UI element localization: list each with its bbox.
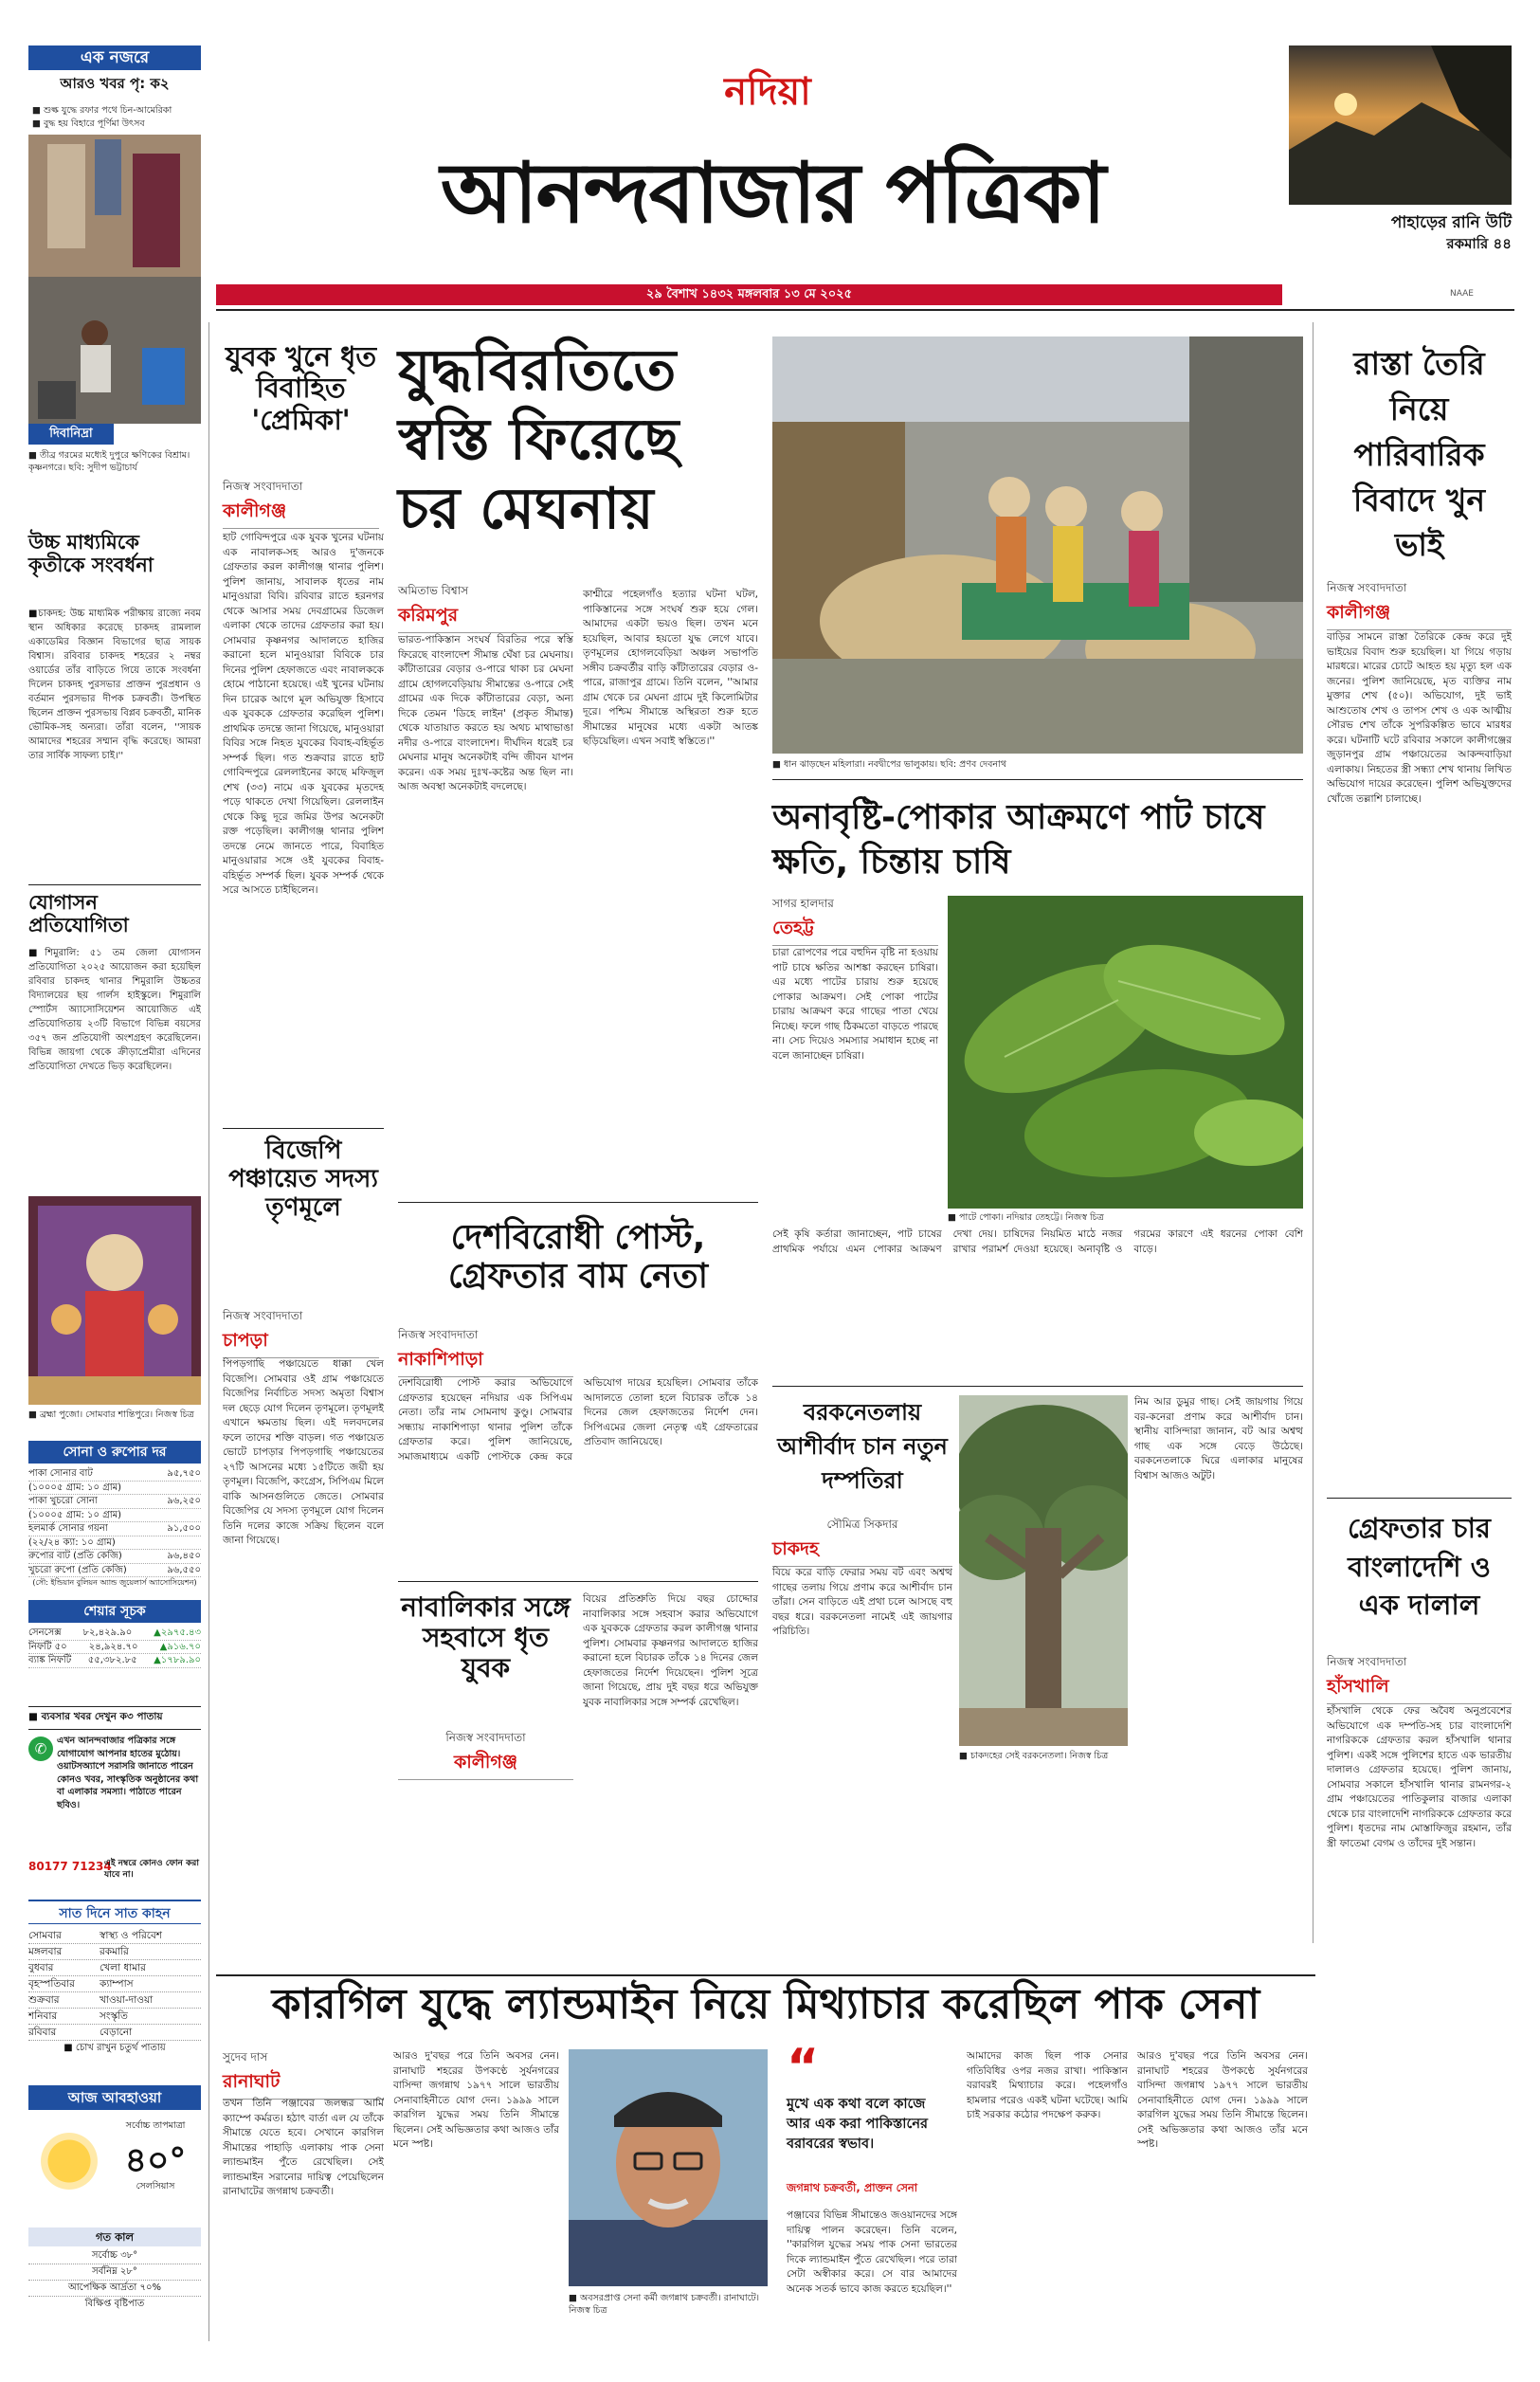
week-table [28,1928,201,2056]
s2-body: পিপড়গাছি পঞ্চায়েতে ধাক্কা খেল বিজেপি। সোমবার ওই গ্রাম পঞ্চায়েতে বিজেপির নির্বাচিত সদস্য অমৃতা বিশ্বাস দল ছেড়ে যোগ দিলেন তৃণমূলে। তৃণমূলই এখানে ক্ষমতায় ছিল। এই দলবদলের ফলে তাদের শক্তি বাড়ল। গত পঞ্চায়েত ভোটে চাপড়ার পিপড়গাছি পঞ্চায়েতের ২৭টি আসনের মধ্যে ১৫টিতে জয়ী হয় তৃণমূল। বিজেপি, কংগ্রেস, সিপিএম মিলে বাকি আসনগুলিতে জেতে। সোমবার বিজেপির যে সদস্য তৃণমূলে যোগ দিলেন তিনি দলের কাজে সক্রিয় ছিলেন বলে জানা গিয়েছে। [223,1358,384,1546]
week-row: মঙ্গলবার রকমারি [28,1944,201,1960]
lead-photo-caption: ■ ধান ঝাড়ছেন মহিলারা। নবদ্বীপের ভালুকায়। ছবি: প্রণব দেবনাথ [772,759,1006,770]
s8-byline: নিজস্ব সংবাদদাতা [1327,1655,1407,1668]
yoga-body: ■শিমুরালি: ৫১ তম জেলা যোগাসন প্রতিযোগিতা ২০২৫ আয়োজন করা হয়েছিল রবিবার চাকদহ থানার শিমুরালি উচ্চতর বিদ্যালয়ের ছয় গার্লস হাইস্কুলে। শিমুরালি স্পোর্টস অ্যাসোসিয়েশন আয়োজিত এই প্রতিযোগিতায় ২৩টি বিভাগে বিভিন্ন বয়সের ৩৫৭ জন প্রতিযোগী অংশগ্রহণ করেছিলেন। বিভিন্ন জায়গা থেকে ক্রীড়াপ্রেমীরা এদিনের প্রতিযোগিতা দেখতে ভিড় করেছিলেন। [28,948,201,1072]
business-pointer[interactable]: ■ ব্যবসার খবর দেখুন ক৩ পাতায় [28,1706,201,1730]
week-row: শুক্রবার খাওয়া-দাওয়া [28,1992,201,2009]
s3-divider [398,1581,758,1582]
s8-place: হাঁসখালি [1327,1673,1512,1704]
s9-body-col2: আরও দু'বছর পরে তিনি অবসর নেন। রানাঘাট শহরের উপকণ্ঠে সুর্যনগরের বাসিন্দা জগন্নাথ ১৯৭৭ সালে ভারতীয় সেনাবাহিনীতে যোগ দেন। ১৯৯৯ সালে কারগিল যুদ্ধের সময় তিনি সীমান্তে ছিলেন। সেই অভিজ্ঞতার কথা আজও তাঁর মনে স্পষ্ট। [393,2050,559,2150]
whatsapp-number[interactable]: 80177 71234 [28,1860,112,1873]
s4-headline[interactable]: নাবালিকার সঙ্গে সহবাসে ধৃত যুবক [401,1591,571,1684]
lead-place: করিমপুর [398,602,573,633]
dateline: ২৯ বৈশাখ ১৪৩২ মঙ্গলবার ১৩ মে ২০২৫ [645,287,853,301]
hs-headline[interactable]: উচ্চ মাধ্যমিকে কৃতীকে সংবর্ধনা [28,531,154,577]
s1-divider [223,1128,384,1129]
s2-headline[interactable]: বিজেপি পঞ্চায়েত সদস্য তৃণমূলে [228,1136,378,1222]
s4-place: কালীগঞ্জ [398,1749,573,1780]
whatsapp-note: এই নম্বরে কোনও ফোন করা যাবে না। [104,1859,199,1880]
glance-subtitle[interactable]: আরও খবর পৃ: ক২ [60,75,170,92]
hs-body: ■চাকদহ: উচ্চ মাধ্যমিক পরীক্ষায় রাজ্যে নবম স্থান অধিকার করেছে চাকদহ রামলাল একাডেমির বিজ্ঞান বিভাগের ছাত্র সায়ক বিশ্বাস। রবিবার চাকদহ শহরের ২ নম্বর ওয়ার্ডের তাঁর বাড়িতে গিয়ে তাকে সংবর্ধনা দিলেন চাকদহ পুরসভার প্রাক্তন পুরপ্রধান ও বর্তমান পুরসভার দীপক চক্রবর্তী। উপস্থিত ছিলেন প্রাক্তন পুরসভায় বিপ্লব চক্রবর্তী, মানিক ভৌমিক-সহ অন্যরা। তাঁরা বলেন, ''সায়ক আমাদের শহরের সম্মান বৃদ্ধি করেছে। আমরা তার সার্বিক সাফল্য চাই।'' [28,609,201,761]
gold-note: (সৌ: ইন্ডিয়ান বুলিয়ন অ্যান্ড জুয়েলার্স অ্যাসোসিয়েশন) [32,1578,197,1587]
s6-headline[interactable]: বরকনেতলায় আশীর্বাদ চান নতুন দম্পতিরা [777,1399,948,1494]
week-note: ■ চোখ রাখুন চতুর্থ পাতায় [63,2043,166,2053]
s5-place: তেহট্ট [772,915,938,946]
s9-body-col5: আরও দু'বছর পরে তিনি অবসর নেন। রানাঘাট শহরের উপকণ্ঠে সুর্যনগরের বাসিন্দা জগন্নাথ ১৯৭৭ সালে ভারতীয় সেনাবাহিনীতে যোগ দেন। ১৯৯৯ সালে কারগিল যুদ্ধের সময় তিনি সীমান্তে ছিলেন। সেই অভিজ্ঞতার কথা আজও তাঁর মনে স্পষ্ট। [1137,2050,1308,2150]
s6-place: চাকদহ [772,1536,952,1567]
gold-title: সোনা ও রুপোর দর [28,1441,201,1464]
yoga-headline[interactable]: যোগাসন প্রতিযোগিতা [28,891,129,937]
s2-byline: নিজস্ব সংবাদদাতা [223,1309,303,1322]
s3-headline[interactable]: দেশবিরোধী পোস্ট, গ্রেফতার বাম নেতা [447,1218,709,1297]
newspaper-name[interactable]: আনন্দবাজার পত্রিকা [440,143,1105,242]
lead-body-col1: ভারত-পাকিস্তান সংঘর্ষ বিরতির পরে স্বস্তি ফিরেছে বাংলাদেশ সীমান্ত ঘেঁষা চর মেঘনায়। কাঁটাতারের বেড়ার ও-পারে থাকা চর মেঘনা গ্রামে হোগলবেড়িয়ায় সীমান্তের ও-পারে সেই গ্রামের এক দিকে কাঁটাতারের বেড়া, অন্য দিকে তেমন 'ডিহে লাইন' (প্রকৃত সীমান্ত) থেকে যাতায়াত করতে হয় অথচ মাথাভাঙা নদীর ও-পারে বাংলাদেশ। দীর্ঘদিন ধরেই চর মেঘনার মানুষ অনেকটাই বন্দি জীবন যাপন করেন। এক সময় দুঃখ-কষ্টের অন্ত ছিল না। আজ অবস্থা অনেকটাই বদলেছে। [398,634,573,792]
week-row: শনিবার সংস্কৃতি [28,2009,201,2025]
share-row: ব্যাঙ্ক নিফটি ৫৫,৩৮২.৮৫ ▲১৭৮৯.৯০ [28,1654,201,1668]
yesterday-list [28,2248,201,2312]
divan-tag: দিবানিদ্রা [28,424,114,445]
share-title: শেয়ার সূচক [28,1600,201,1623]
right-column-rule [1313,322,1314,1943]
photo-rule [772,779,1303,780]
pull-quote-attribution: জগন্নাথ চক্রবর্তী, প্রাক্তন সেনা [787,2181,918,2194]
s7-place: কালীগঞ্জ [1327,599,1512,630]
week-row: বুধবার খেলা ধামার [28,1960,201,1976]
teaser-photo[interactable] [1289,45,1512,205]
whatsapp-icon: ✆ [28,1736,53,1761]
bottom-top-rule [216,1974,1315,1976]
weather-box [28,2114,201,2223]
gold-row: (২২/২৪ ক্যা: ১০ গ্রাম) [28,1536,201,1551]
divan-caption: ■ তীব্র গরমের মধ্যেই দুপুরে ক্ষণিকের বিশ্রাম। কৃষ্ণনগরে। ছবি: সুদীপ ভট্টাচার্য [28,450,190,473]
puja-photo [28,1196,201,1405]
tree-photo-caption: ■ চাকদহের সেই বরকনেতলা। নিজস্ব চিত্র [959,1751,1109,1761]
gold-row: (১০০০৫ গ্রাম: ১০ গ্রাম) [28,1482,201,1496]
yesterday-title: গত কাল [28,2227,201,2246]
s9-body-col1: তখন তিনি পঞ্জাবের জলন্ধর আর্মি ক্যাম্পে কর্মরত। হঠাৎ বার্তা এল যে তাঁকে সীমান্তে যেতে হবে। সেখানে কারগিল সীমান্তের পাহাড়ি এলাকায় পাক সেনা ল্যান্ডমাইন পুঁতে রেখেছিল। সেই ল্যান্ডমাইন সরানোর দায়িত্ব পেয়েছিলেন রানাঘাটের জগন্নাথ চক্রবর্তী। [223,2098,384,2197]
s4-byline: নিজস্ব সংবাদদাতা [445,1731,526,1744]
gold-row: খুচরো রুপো (প্রতি কেজি) ৯৬,৫৫০ [28,1564,201,1578]
masthead-rule [216,309,1514,311]
gold-row: পাকা খুচরো সোনা ৯৬,২৫০ [28,1495,201,1509]
glance-item-2: ■ বুদ্ধ হয় বিহারে পূর্ণিমা উৎসব [32,118,145,129]
gold-row: হলমার্ক সোনার গয়না ৯১,৫০০ [28,1522,201,1536]
yesterday-row: আপেক্ষিক আর্দ্রতা ৭০% [28,2281,201,2297]
left-divider-1 [28,884,201,885]
share-table [28,1627,201,1668]
s7-divider [1327,1498,1512,1499]
yesterday-row: বিক্ষিপ্ত বৃষ্টিপাত [84,2299,145,2309]
week-title: সাত দিনে সাত কাহন [28,1900,201,1924]
puja-caption: ■ ব্রহ্মা পুজো। সোমবার শান্তিপুরে। নিজস্ব চিত্র [28,1409,194,1420]
s1-body: হাট গোবিন্দপুরে এক যুবক খুনের ঘটনায় এক নাবালক-সহ আরও দু'জনকে গ্রেফতার করল কালীগঞ্জ থানার পুলিশ। পুলিশ জানায়, সাবালক ধৃতের নাম মানুওয়ারা বিবি। রবিবার রাতে হরনগর থেকে আসার সময় দেবগ্রামের ডিজেল এলাকা থেকে তাদের গ্রেফতার করা হয়। সোমবার কৃষ্ণনগর আদালতে হাজির করানো হলে মানুওয়ারা বিবিকে চার দিনের পুলিশ হেফাজতে এবং নাবালককে হোমে পাঠানো হয়েছে। এই খুনের ঘটনায় দিন চারেক আগে মূল অভিযুক্ত হিসাবে এক যুবককে গ্রেফতার করেছিল পুলিশ। প্রাথমিক তদন্তে জানা গিয়েছে, মানুওয়ারা বিবির সঙ্গে নিহত যুবকের বিবাহ-বহির্ভূত সম্পর্ক ছিল। গত শুক্রবার রাতে হাট গোবিন্দপুরে রেললাইনের কাছে মফিজুল শেখ (৩৩) নামে এক যুবকের মৃতদেহ পড়ে থাকতে দেখা গিয়েছিল। রেললাইন থেকে কিছু দূরে জমির উপর অনেকটা রক্ত পড়েছিল। কালীগঞ্জ থানার পুলিশ তদন্তে নেমে জানতে পারে, বিবাহিত মানুওয়ারার সঙ্গে ওই যুবকের বিবাহ-বহির্ভূত সম্পর্ক ছিল। যুবক সম্পর্ক থেকে সরে আসতে চাইছিলেন। [223,532,384,896]
jute-photo-caption: ■ পাটে পোকা। নদিয়ার তেহট্টে। নিজস্ব চিত্র [948,1212,1104,1223]
jute-photo [948,896,1303,1209]
s1-place: কালীগঞ্জ [223,498,379,529]
yesterday-row: সর্বনিম্ন ২৮° [28,2264,201,2281]
weather-max-label: সর্বোচ্চ তাপমাত্রা [125,2120,186,2131]
week-row: রবিবার বেড়ানো [28,2025,201,2041]
s9-body-col4: আমাদের কাজ ছিল পাক সেনার গতিবিধির ওপর নজর রাখা। পাকিস্তান বরাবরই মিথ্যাচার করে। পহেলগাঁও হামলার পরেও একই ঘটনা ঘটেছে। আমি চাই সরকার কঠোর পদক্ষেপ করুক। [967,2050,1128,2120]
s8-headline[interactable]: গ্রেফতার চার বাংলাদেশি ও এক দালাল [1348,1512,1491,1622]
s9-body-col3: পঞ্জাবের বিভিন্ন সীমান্তেও জওয়ানদের সঙ্গে দায়িত্ব পালন করেছেন। তিনি বলেন, ''কারগিল যুদ্ধের সময় পাক সেনা ভারতের দিকে ল্যান্ডমাইন পুঁতে রেখেছিল। পরে তারা সেটা অস্বীকার করে। সে বার আমাদের অনেক সতর্ক ভাবে কাজ করতে হয়েছিল।'' [787,2209,957,2295]
s6-byline: সৌমিত্র সিকদার [826,1518,898,1531]
s9-headline[interactable]: কারগিল যুদ্ধে ল্যান্ডমাইন নিয়ে মিথ্যাচার করেছিল পাক সেনা [271,1980,1260,2028]
lead-body-col2: কাশ্মীরে পহেলগাঁও হত্যার ঘটনা ঘটল, পাকিস্তানের সঙ্গে সংঘর্ষ শুরু হয়ে গেল। আমাদের একটা ভয়ও ছিল। তখন মনে হয়েছিল, আবার হয়তো যুদ্ধ লেগে যাবে। তৃণমূলের হোগলবেড়িয়া অঞ্চল সভাপতি সঙ্গীব চক্রবর্তীর বাড়ি কাঁটাতারের বেড়ার ও-পারে, রাজাপুর গ্রামে। তিনি বলেন, ''আমার গ্রাম থেকে চর মেঘনা গ্রামে দুই কিলোমিটার দূরে। পশ্চিম সীমান্তে অস্থিরতা শুরু হতে সীমান্তের মানুষের মধ্যে একটা আতঙ্ক ছড়িয়েছিল। এখন সবাই স্বস্তিতে।'' [583,589,758,747]
s7-headline[interactable]: রাস্তা তৈরি নিয়ে পারিবারিক বিবাদে খুন ভাই [1352,345,1486,564]
s9-place: রানাঘাট [223,2068,384,2100]
glance-box [28,45,201,102]
s2-place: চাপড়া [223,1327,379,1358]
whatsapp-box[interactable] [28,1735,201,1896]
quote-mark-icon: “ [787,2039,820,2096]
s5-body-col2: সেই কৃষি কর্তারা জানাচ্ছেন, পাট চাষের প্রাথমিক পর্যায়ে এমন পোকার আক্রমণ দেখা দেয়। চাষিদের নিয়মিত মাঠে নজর রাখার পরামর্শ দেওয়া হয়েছে। অনাবৃষ্টি ও গরমের কারণে এই ধরনের পোকা বেশি বাড়ে। [772,1228,1303,1255]
s1-headline[interactable]: যুবক খুনে ধৃত বিবাহিত 'প্রেমিকা' [225,340,377,436]
glance-title: এক নজরে [28,45,201,70]
teaser-title: পাহাড়ের রানি উটি [1390,213,1512,232]
s5-divider [772,1386,1303,1387]
gold-row: (১০০০৫ গ্রাম: ১০ গ্রাম) [28,1509,201,1523]
share-row: সেনসেক্স ৮২,৪২৯.৯০ ▲২৯৭৫.৪৩ [28,1627,201,1641]
yesterday-row: সর্বোচ্চ ৩৮° [28,2248,201,2264]
tree-photo [959,1395,1128,1746]
weather-temp: ৪০° [124,2141,187,2180]
week-row: বৃহস্পতিবার ক্যাম্পাস [28,1976,201,1992]
lead-photo [772,336,1303,754]
weather-title: আজ আবহাওয়া [28,2085,201,2110]
s5-headline[interactable]: অনাবৃষ্টি-পোকার আক্রমণে পাট চাষে ক্ষতি, চিন্তায় চাষি [772,798,1265,882]
s6-body-col1: বিয়ে করে বাড়ি ফেরার সময় বট এবং অশ্বত্থ গাছের তলায় গিয়ে প্রণাম করে আশীর্বাদ চান তাঁরা। সেন বাড়িতে এই প্রথা চলে আসছে বহু বছর ধরে। বরকনেতলা নামেই এই জায়গার পরিচিতি। [772,1567,952,1637]
s7-byline: নিজস্ব সংবাদদাতা [1327,581,1407,594]
shop-photo [28,135,201,424]
veteran-photo-caption: ■ অবসরপ্রাপ্ত সেনা কর্মী জগন্নাথ চক্রবর্তী। রানাঘাটে। নিজস্ব চিত্র [569,2293,760,2316]
left-column-rule [208,322,209,2341]
s6-body-col2: নিম আর ডুমুর গাছ। সেই জায়গায় গিয়ে বর-কনেরা প্রণাম করে আশীর্বাদ চান। স্থানীয় বাসিন্দারা জানান, বট আর অশ্বত্থ গাছ এক সঙ্গে বেড়ে উঠেছে। বরকনেতলাকে ঘিরে এলাকার মানুষের বিশ্বাস আজও অটুট। [1134,1396,1303,1482]
s9-byline: সুদেব দাস [223,2050,268,2064]
share-row: নিফটি ৫০ ২৪,৯২৪.৭০ ▲৯১৬.৭০ [28,1641,201,1655]
week-row: সোমবার স্বাস্থ্য ও পরিবেশ [28,1928,201,1944]
s4-body: বিয়ের প্রতিশ্রুতি দিয়ে বছর চোদ্দোর নাবালিকার সঙ্গে সহবাস করার অভিযোগে এক যুবককে গ্রেফতার করল কালীগঞ্জ থানার পুলিশ। সোমবার কৃষ্ণনগর আদালতে হাজির করানো হলে বিচারক তাঁকে ১৪ দিনের জেল হেফাজতের নির্দেশ দিয়েছেন। পুলিশ সূত্রে জানা গিয়েছে, প্রায় দুই বছর ধরে অভিযুক্ত যুবক নাবালিকার সঙ্গে সম্পর্ক রেখেছিল। [583,1593,758,1708]
glance-item-1: ■ শুল্ক যুদ্ধে রফার পথে চিন-আমেরিকা [32,105,172,116]
s3-place: নাকাশিপাড়া [398,1346,573,1377]
s5-byline: সাগর হালদার [772,897,834,910]
s3-body: দেশবিরোধী পোস্ট করার অভিযোগে গ্রেফতার হয়েছেন নদিয়ার এক সিপিএম নেতা। তাঁর নাম সোমনাথ কুণ্ডু। সোমবার সন্ধ্যায় নাকাশিপাড়া থানার পুলিশ তাঁকে গ্রেফতার করে। পুলিশ জানিয়েছে, সমাজমাধ্যমে একটি পোস্টকে কেন্দ্র করে অভিযোগ দায়ের হয়েছিল। সোমবার তাঁকে আদালতে তোলা হলে বিচারক তাঁকে ১৪ দিনের জেল হেফাজতের নির্দেশ দেন। সিপিএমের জেলা নেতৃত্ব এই গ্রেফতারের প্রতিবাদ জানিয়েছে। [398,1377,758,1463]
s3-byline: নিজস্ব সংবাদদাতা [398,1328,479,1341]
teaser-subtitle: রকমারি ৪৪ [1446,235,1512,252]
gold-row: রুপোর বাট (প্রতি কেজি) ৯৬,৪৫০ [28,1550,201,1564]
s8-body: হাঁসখালি থেকে ফের অবৈধ অনুপ্রবেশের অভিযোগে এক দম্পতি-সহ চার বাংলাদেশি নাগরিককে গ্রেফতার করল হাঁসখালি থানার পুলিশ। একই সঙ্গে পুলিশের হাতে এক ভারতীয় দালালও গ্রেফতার হয়েছে। পুলিশ জানায়, সোমবার সকালে হাঁসখালি থানার রামনগর-২ গ্রাম পঞ্চায়েতের পাতিকুলার বাজার এলাকা থেকে চার বাংলাদেশি নাগরিককে গ্রেফতার করে পুলিশ। ধৃতদের নাম মোস্তাফিজুর রহমান, তাঁর স্ত্রী ফাতেমা বেগম ও তাঁদের দুই সন্তান। [1327,1705,1512,1849]
whatsapp-text: এখন আনন্দবাজার পত্রিকার সঙ্গে যোগাযোগ আপনার হাতের মুঠোয়। ওয়াটসঅ্যাপে সরাসরি জানাতে পারেন কোনও খবর, সাংস্কৃতিক অনুষ্ঠানের কথা বা এলাকার সমস্যা। পাঠাতে পারেন ছবিও। [57,1736,199,1810]
s7-body: বাড়ির সামনে রাস্তা তৈরিকে কেন্দ্র করে দুই ভাইয়ের বিবাদ শুরু হয়েছিল। যা গিয়ে গড়ায় মারধরে। মারের চোটে আহত হয় মৃত্যু হল এক জনের। পুলিশ জানিয়েছে, মৃত ব্যক্তির নাম মুক্তার শেখ (৫০)। অভিযোগ, দুই ভাই আশুতোষ শেখ ও তাপস শেখ ও এক আত্মীয় সৌরভ শেখ তাঁকে সুপরিকল্পিত ভাবে মারধর করে। ঘটনাটি ঘটে রবিবার সকালে কালীগঞ্জের জুড়ানপুর গ্রাম পঞ্চায়েতের আকন্দবাড়িয়া এলাকায়। নিহতের স্ত্রী সন্ধ্যা শেখ থানায় লিখিত অভিযোগ দায়ের করেছেন। পুলিশ অভিযুক্তদের খোঁজে তল্লাশি চালাচ্ছে। [1327,631,1512,805]
lead-headline[interactable]: যুদ্ধবিরতিতে স্বস্তি ফিরেছে চর মেঘনায় [398,337,679,543]
edition-code: NAAE [1450,289,1474,299]
veteran-photo [569,2049,768,2286]
weather-unit: সেলসিয়াস [136,2181,175,2191]
lead-byline: অমিতাভ বিশ্বাস [398,584,469,597]
edition-name: নদিয়া [724,69,811,114]
gold-table [28,1467,201,1589]
s5-body-col1: চারা রোপণের পরে বহুদিন বৃষ্টি না হওয়ায় পাট চাষে ক্ষতির আশঙ্কা করছেন চাষিরা। এর মধ্যে পাটের চারায় শুরু হয়েছে পোকার আক্রমণ। সেই পোকা পাটের চারায় আক্রমণ করে গাছের পাতা খেয়ে নিচ্ছে। ফলে গাছ ঠিকমতো বাড়তে পারছে না। সেচ দিয়েও সমস্যার সমাধান হচ্ছে না বলে জানাচ্ছেন চাষিরা। [772,947,938,1062]
s1-byline: নিজস্ব সংবাদদাতা [223,480,303,493]
lead-bottom-rule [398,1202,758,1203]
gold-row: পাকা সোনার বাট ৯৫,৭৫০ [28,1467,201,1482]
sun-icon [36,2128,102,2194]
pull-quote: মুখে এক কথা বলে কাজে আর এক করা পাকিস্তানের বরাবরের স্বভাব। [787,2097,928,2152]
